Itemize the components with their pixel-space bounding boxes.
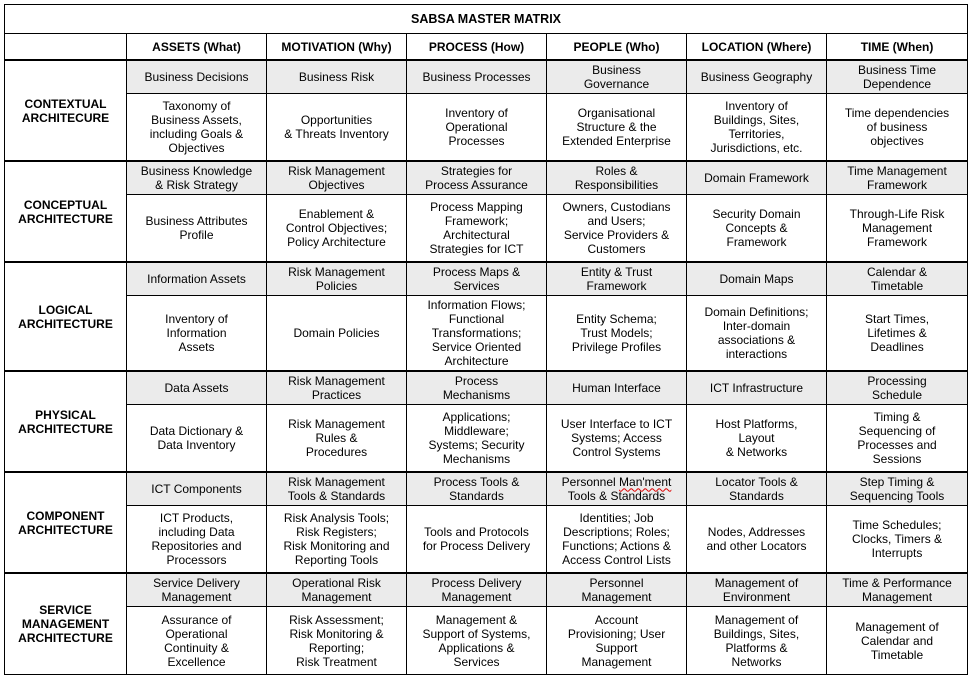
- cell-process-heading: Process Maps & Services: [407, 262, 547, 296]
- layer-name: SERVICE MANAGEMENT ARCHITECTURE: [5, 573, 127, 674]
- layer-row-top: [5, 371, 968, 405]
- column-header-assets: ASSETS (What): [127, 34, 267, 61]
- cell-motivation-detail: Risk Management Rules & Procedures: [267, 405, 407, 472]
- layer-name: PHYSICAL ARCHITECTURE: [5, 371, 127, 472]
- cell-time-detail: Timing & Sequencing of Processes and Sessions: [827, 405, 968, 472]
- cell-time-detail: Time Schedules; Clocks, Timers & Interrupts: [827, 506, 968, 573]
- column-header-motivation: MOTIVATION (Why): [267, 34, 407, 61]
- layer-row-top: [5, 573, 968, 607]
- cell-assets-heading: Data Assets: [127, 371, 267, 405]
- cell-motivation-detail: Enablement & Control Objectives; Policy Architecture: [267, 195, 407, 262]
- cell-assets-heading: Service Delivery Management: [127, 573, 267, 607]
- cell-time-heading: Time Management Framework: [827, 161, 968, 195]
- cell-people-heading: Entity & Trust Framework: [547, 262, 687, 296]
- cell-time-detail: Management of Calendar and Timetable: [827, 607, 968, 675]
- cell-time-detail: Through-Life Risk Management Framework: [827, 195, 968, 262]
- cell-time-heading: Processing Schedule: [827, 371, 968, 405]
- cell-motivation-detail: Opportunities & Threats Inventory: [267, 94, 407, 161]
- cell-process-heading: Process Tools & Standards: [407, 472, 547, 506]
- cell-location-heading: Locator Tools & Standards: [687, 472, 827, 506]
- column-header-location: LOCATION (Where): [687, 34, 827, 61]
- cell-motivation-detail: Risk Analysis Tools; Risk Registers; Risk Monitoring and Reporting Tools: [267, 506, 407, 573]
- layer-row-bottom: [5, 607, 968, 675]
- cell-process-detail: Applications; Middleware; Systems; Security Mechanisms: [407, 405, 547, 472]
- cell-location-heading: Business Geography: [687, 60, 827, 94]
- cell-assets-heading: Business Decisions: [127, 60, 267, 94]
- cell-process-heading: Strategies for Process Assurance: [407, 161, 547, 195]
- cell-motivation-heading: Risk Management Policies: [267, 262, 407, 296]
- cell-assets-detail: Inventory of Information Assets: [127, 296, 267, 371]
- cell-motivation-heading: Operational Risk Management: [267, 573, 407, 607]
- matrix-title: SABSA MASTER MATRIX: [5, 5, 968, 34]
- layer-row-top: [5, 262, 968, 296]
- cell-motivation-detail: Risk Assessment; Risk Monitoring & Reporting; Risk Treatment: [267, 607, 407, 675]
- cell-motivation-heading: Risk Management Tools & Standards: [267, 472, 407, 506]
- cell-people-detail: Account Provisioning; User Support Management: [547, 607, 687, 675]
- cell-people-heading: Personnel Management: [547, 573, 687, 607]
- layer-row-top: [5, 161, 968, 195]
- layer-name: CONCEPTUAL ARCHITECTURE: [5, 161, 127, 262]
- cell-people-detail: Organisational Structure & the Extended Enterprise: [547, 94, 687, 161]
- cell-time-detail: Time dependencies of business objectives: [827, 94, 968, 161]
- cell-people-detail: User Interface to ICT Systems; Access Control Systems: [547, 405, 687, 472]
- column-header-people: PEOPLE (Who): [547, 34, 687, 61]
- sabsa-master-matrix: [4, 4, 968, 675]
- layer-row-bottom: [5, 506, 968, 573]
- cell-location-heading: Domain Maps: [687, 262, 827, 296]
- column-header-process: PROCESS (How): [407, 34, 547, 61]
- cell-motivation-detail: Domain Policies: [267, 296, 407, 371]
- cell-process-detail: Inventory of Operational Processes: [407, 94, 547, 161]
- layer-row-bottom: [5, 296, 968, 371]
- layer-row-bottom: [5, 195, 968, 262]
- cell-time-heading: Calendar & Timetable: [827, 262, 968, 296]
- cell-process-heading: Process Mechanisms: [407, 371, 547, 405]
- cell-assets-heading: ICT Components: [127, 472, 267, 506]
- cell-people-heading: Personnel Man'ment Tools & Standards: [547, 472, 687, 506]
- cell-process-heading: Process Delivery Management: [407, 573, 547, 607]
- cell-location-detail: Inventory of Buildings, Sites, Territories, Jurisdictions, etc.: [687, 94, 827, 161]
- cell-motivation-heading: Risk Management Practices: [267, 371, 407, 405]
- layer-row-top: [5, 60, 968, 94]
- layer-row-top: [5, 472, 968, 506]
- cell-assets-heading: Business Knowledge & Risk Strategy: [127, 161, 267, 195]
- cell-people-heading: Business Governance: [547, 60, 687, 94]
- layer-name: COMPONENT ARCHITECTURE: [5, 472, 127, 573]
- cell-location-heading: ICT Infrastructure: [687, 371, 827, 405]
- spellcheck-underline: Man'ment: [619, 475, 672, 490]
- layer-name: CONTEXTUAL ARCHITECURE: [5, 60, 127, 161]
- corner-cell: [5, 34, 127, 61]
- cell-process-detail: Process Mapping Framework; Architectural Strategies for ICT: [407, 195, 547, 262]
- cell-people-heading: Roles & Responsibilities: [547, 161, 687, 195]
- cell-process-detail: Tools and Protocols for Process Delivery: [407, 506, 547, 573]
- layer-row-bottom: [5, 94, 968, 161]
- cell-time-heading: Time & Performance Management: [827, 573, 968, 607]
- cell-people-detail: Entity Schema; Trust Models; Privilege Profiles: [547, 296, 687, 371]
- cell-assets-detail: Business Attributes Profile: [127, 195, 267, 262]
- cell-people-detail: Owners, Custodians and Users; Service Providers & Customers: [547, 195, 687, 262]
- cell-time-heading: Business Time Dependence: [827, 60, 968, 94]
- cell-assets-detail: ICT Products, including Data Repositories and Processors: [127, 506, 267, 573]
- cell-location-heading: Management of Environment: [687, 573, 827, 607]
- cell-people-detail: Identities; Job Descriptions; Roles; Functions; Actions & Access Control Lists: [547, 506, 687, 573]
- cell-process-detail: Information Flows; Functional Transformations; Service Oriented Architecture: [407, 296, 547, 371]
- cell-process-heading: Business Processes: [407, 60, 547, 94]
- layer-name: LOGICAL ARCHITECTURE: [5, 262, 127, 371]
- cell-process-detail: Management & Support of Systems, Applications & Services: [407, 607, 547, 675]
- cell-location-detail: Host Platforms, Layout & Networks: [687, 405, 827, 472]
- layer-row-bottom: [5, 405, 968, 472]
- cell-people-heading: Human Interface: [547, 371, 687, 405]
- cell-assets-heading: Information Assets: [127, 262, 267, 296]
- cell-location-detail: Domain Definitions; Inter-domain associations & interactions: [687, 296, 827, 371]
- cell-motivation-heading: Risk Management Objectives: [267, 161, 407, 195]
- cell-assets-detail: Assurance of Operational Continuity & Excellence: [127, 607, 267, 675]
- cell-assets-detail: Data Dictionary & Data Inventory: [127, 405, 267, 472]
- cell-location-detail: Nodes, Addresses and other Locators: [687, 506, 827, 573]
- cell-location-detail: Management of Buildings, Sites, Platforms & Networks: [687, 607, 827, 675]
- cell-time-heading: Step Timing & Sequencing Tools: [827, 472, 968, 506]
- cell-location-heading: Domain Framework: [687, 161, 827, 195]
- cell-time-detail: Start Times, Lifetimes & Deadlines: [827, 296, 968, 371]
- column-header-time: TIME (When): [827, 34, 968, 61]
- cell-motivation-heading: Business Risk: [267, 60, 407, 94]
- cell-location-detail: Security Domain Concepts & Framework: [687, 195, 827, 262]
- cell-assets-detail: Taxonomy of Business Assets, including Goals & Objectives: [127, 94, 267, 161]
